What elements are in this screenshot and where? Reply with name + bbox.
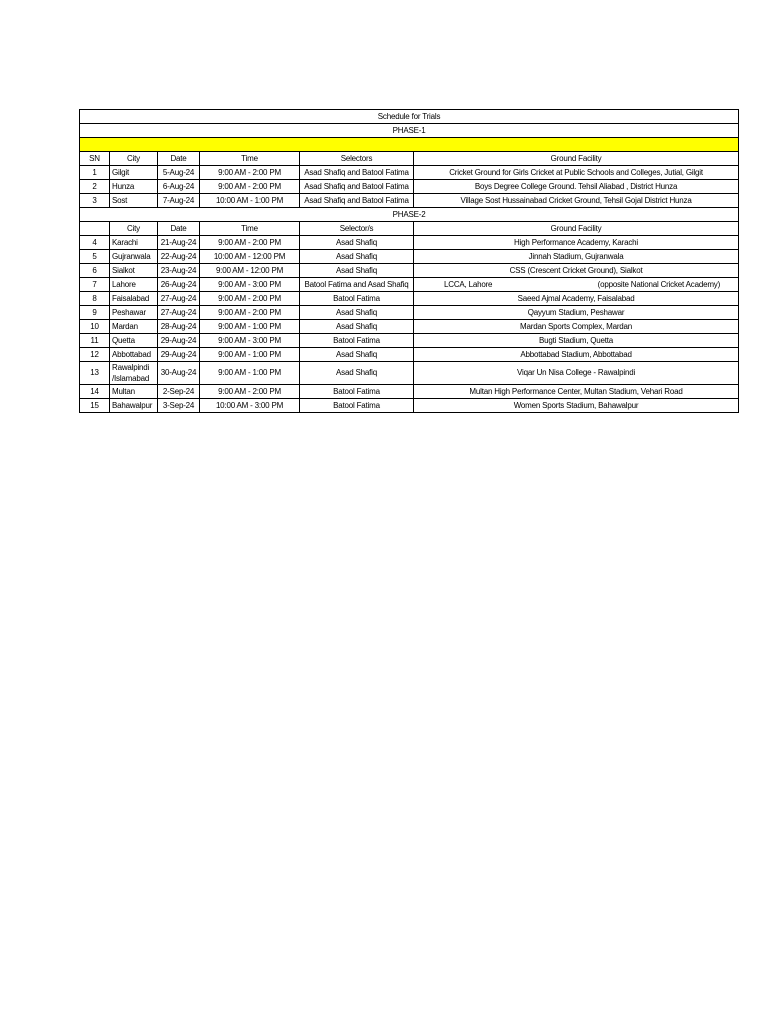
cell-time: 9:00 AM - 1:00 PM xyxy=(200,348,300,362)
cell-sn: 5 xyxy=(80,250,110,264)
cell-city: Sialkot xyxy=(110,264,158,278)
header-sn xyxy=(80,222,110,236)
cell-city: Bahawalpur xyxy=(110,399,158,413)
cell-date: 27-Aug-24 xyxy=(158,306,200,320)
table-row xyxy=(80,320,739,334)
cell-selectors: Asad Shafiq and Batool Fatima xyxy=(300,180,414,194)
cell-sn: 4 xyxy=(80,236,110,250)
table-row xyxy=(80,250,739,264)
cell-selectors: Asad Shafiq and Batool Fatima xyxy=(300,194,414,208)
cell-ground: Village Sost Hussainabad Cricket Ground, Tehsil Gojal District Hunza xyxy=(414,194,739,208)
cell-ground: Mardan Sports Complex, Mardan xyxy=(414,320,739,334)
header-ground: Ground Facility xyxy=(414,152,739,166)
phase1-row xyxy=(80,124,739,138)
table-row xyxy=(80,194,739,208)
table-row xyxy=(80,278,739,292)
cell-date: 6-Aug-24 xyxy=(158,180,200,194)
header-city: City xyxy=(110,222,158,236)
cell-sn: 2 xyxy=(80,180,110,194)
cell-ground xyxy=(414,278,739,292)
cell-selectors: Asad Shafiq xyxy=(300,264,414,278)
cell-ground: Bugti Stadium, Quetta xyxy=(414,334,739,348)
cell-ground: Boys Degree College Ground. Tehsil Aliabad , District Hunza xyxy=(414,180,739,194)
cell-time: 9:00 AM - 1:00 PM xyxy=(200,362,300,385)
cell-date: 2-Sep-24 xyxy=(158,385,200,399)
header-selectors: Selector/s xyxy=(300,222,414,236)
cell-city: Gilgit xyxy=(110,166,158,180)
cell-selectors: Asad Shafiq xyxy=(300,306,414,320)
cell-ground: Saeed Ajmal Academy, Faisalabad xyxy=(414,292,739,306)
cell-ground: Viqar Un Nisa College - Rawalpindi xyxy=(414,362,739,385)
cell-city: Peshawar xyxy=(110,306,158,320)
cell-date: 22-Aug-24 xyxy=(158,250,200,264)
cell-date: 29-Aug-24 xyxy=(158,334,200,348)
cell-selectors: Batool Fatima xyxy=(300,399,414,413)
phase2-label: PHASE-2 xyxy=(80,208,739,222)
cell-time: 9:00 AM - 2:00 PM xyxy=(200,385,300,399)
cell-time: 9:00 AM - 2:00 PM xyxy=(200,236,300,250)
table-row xyxy=(80,264,739,278)
ground-note: (opposite National Cricket Academy) xyxy=(597,279,721,289)
cell-ground: Cricket Ground for Girls Cricket at Public Schools and Colleges, Jutial, Gilgit xyxy=(414,166,739,180)
cell-time: 10:00 AM - 3:00 PM xyxy=(200,399,300,413)
cell-selectors: Asad Shafiq xyxy=(300,362,414,385)
cell-time: 9:00 AM - 2:00 PM xyxy=(200,180,300,194)
highlight-row xyxy=(80,138,739,152)
cell-sn: 13 xyxy=(80,362,110,385)
cell-city: Gujranwala xyxy=(110,250,158,264)
cell-ground: Qayyum Stadium, Peshawar xyxy=(414,306,739,320)
cell-selectors: Batool Fatima xyxy=(300,385,414,399)
cell-ground: High Performance Academy, Karachi xyxy=(414,236,739,250)
table-row xyxy=(80,180,739,194)
cell-time: 10:00 AM - 1:00 PM xyxy=(200,194,300,208)
cell-sn: 11 xyxy=(80,334,110,348)
table-row xyxy=(80,236,739,250)
phase2-header-row xyxy=(80,222,739,236)
phase1-header-row xyxy=(80,152,739,166)
cell-city: Hunza xyxy=(110,180,158,194)
cell-sn: 12 xyxy=(80,348,110,362)
cell-sn: 1 xyxy=(80,166,110,180)
table-row xyxy=(80,399,739,413)
cell-city: Lahore xyxy=(110,278,158,292)
header-date: Date xyxy=(158,152,200,166)
cell-sn: 15 xyxy=(80,399,110,413)
cell-date: 30-Aug-24 xyxy=(158,362,200,385)
cell-time: 9:00 AM - 2:00 PM xyxy=(200,292,300,306)
cell-time: 9:00 AM - 1:00 PM xyxy=(200,320,300,334)
cell-time: 9:00 AM - 3:00 PM xyxy=(200,334,300,348)
cell-city: Faisalabad xyxy=(110,292,158,306)
cell-sn: 3 xyxy=(80,194,110,208)
cell-selectors: Asad Shafiq and Batool Fatima xyxy=(300,166,414,180)
cell-ground: Abbottabad Stadium, Abbottabad xyxy=(414,348,739,362)
table-row xyxy=(80,166,739,180)
cell-city: Abbottabad xyxy=(110,348,158,362)
cell-city: Rawalpindi /Islamabad xyxy=(110,362,158,385)
cell-time: 9:00 AM - 2:00 PM xyxy=(200,166,300,180)
table-row xyxy=(80,362,739,385)
cell-date: 27-Aug-24 xyxy=(158,292,200,306)
cell-selectors: Batool Fatima xyxy=(300,334,414,348)
cell-city: Mardan xyxy=(110,320,158,334)
cell-sn: 10 xyxy=(80,320,110,334)
ground-name: LCCA, Lahore xyxy=(444,279,493,289)
cell-selectors: Asad Shafiq xyxy=(300,320,414,334)
cell-date: 29-Aug-24 xyxy=(158,348,200,362)
cell-date: 3-Sep-24 xyxy=(158,399,200,413)
yellow-band xyxy=(80,138,739,152)
header-time: Time xyxy=(200,222,300,236)
cell-sn: 14 xyxy=(80,385,110,399)
cell-city: Karachi xyxy=(110,236,158,250)
header-selectors: Selectors xyxy=(300,152,414,166)
cell-time: 9:00 AM - 2:00 PM xyxy=(200,306,300,320)
cell-date: 23-Aug-24 xyxy=(158,264,200,278)
table-row xyxy=(80,334,739,348)
cell-date: 5-Aug-24 xyxy=(158,166,200,180)
cell-city: Multan xyxy=(110,385,158,399)
cell-time: 9:00 AM - 12:00 PM xyxy=(200,264,300,278)
cell-time: 10:00 AM - 12:00 PM xyxy=(200,250,300,264)
cell-ground: Multan High Performance Center, Multan Stadium, Vehari Road xyxy=(414,385,739,399)
cell-selectors: Asad Shafiq xyxy=(300,348,414,362)
header-time: Time xyxy=(200,152,300,166)
cell-sn: 8 xyxy=(80,292,110,306)
phase2-row xyxy=(80,208,739,222)
cell-sn: 6 xyxy=(80,264,110,278)
trials-schedule-table xyxy=(79,109,739,413)
cell-ground: Jinnah Stadium, Gujranwala xyxy=(414,250,739,264)
cell-date: 26-Aug-24 xyxy=(158,278,200,292)
table-row xyxy=(80,385,739,399)
phase1-label: PHASE-1 xyxy=(80,124,739,138)
cell-city: Sost xyxy=(110,194,158,208)
cell-time: 9:00 AM - 3:00 PM xyxy=(200,278,300,292)
cell-selectors: Asad Shafiq xyxy=(300,250,414,264)
cell-selectors: Batool Fatima and Asad Shafiq xyxy=(300,278,414,292)
cell-ground: Women Sports Stadium, Bahawalpur xyxy=(414,399,739,413)
cell-ground: CSS (Crescent Cricket Ground), Sialkot xyxy=(414,264,739,278)
header-date: Date xyxy=(158,222,200,236)
cell-date: 28-Aug-24 xyxy=(158,320,200,334)
cell-selectors: Batool Fatima xyxy=(300,292,414,306)
cell-city: Quetta xyxy=(110,334,158,348)
cell-sn: 7 xyxy=(80,278,110,292)
header-sn: SN xyxy=(80,152,110,166)
cell-date: 21-Aug-24 xyxy=(158,236,200,250)
cell-date: 7-Aug-24 xyxy=(158,194,200,208)
table-title: Schedule for Trials xyxy=(80,110,739,124)
cell-sn: 9 xyxy=(80,306,110,320)
table-row xyxy=(80,292,739,306)
header-ground: Ground Facility xyxy=(414,222,739,236)
cell-selectors: Asad Shafiq xyxy=(300,236,414,250)
table-row xyxy=(80,348,739,362)
table-row xyxy=(80,306,739,320)
title-row xyxy=(80,110,739,124)
header-city: City xyxy=(110,152,158,166)
